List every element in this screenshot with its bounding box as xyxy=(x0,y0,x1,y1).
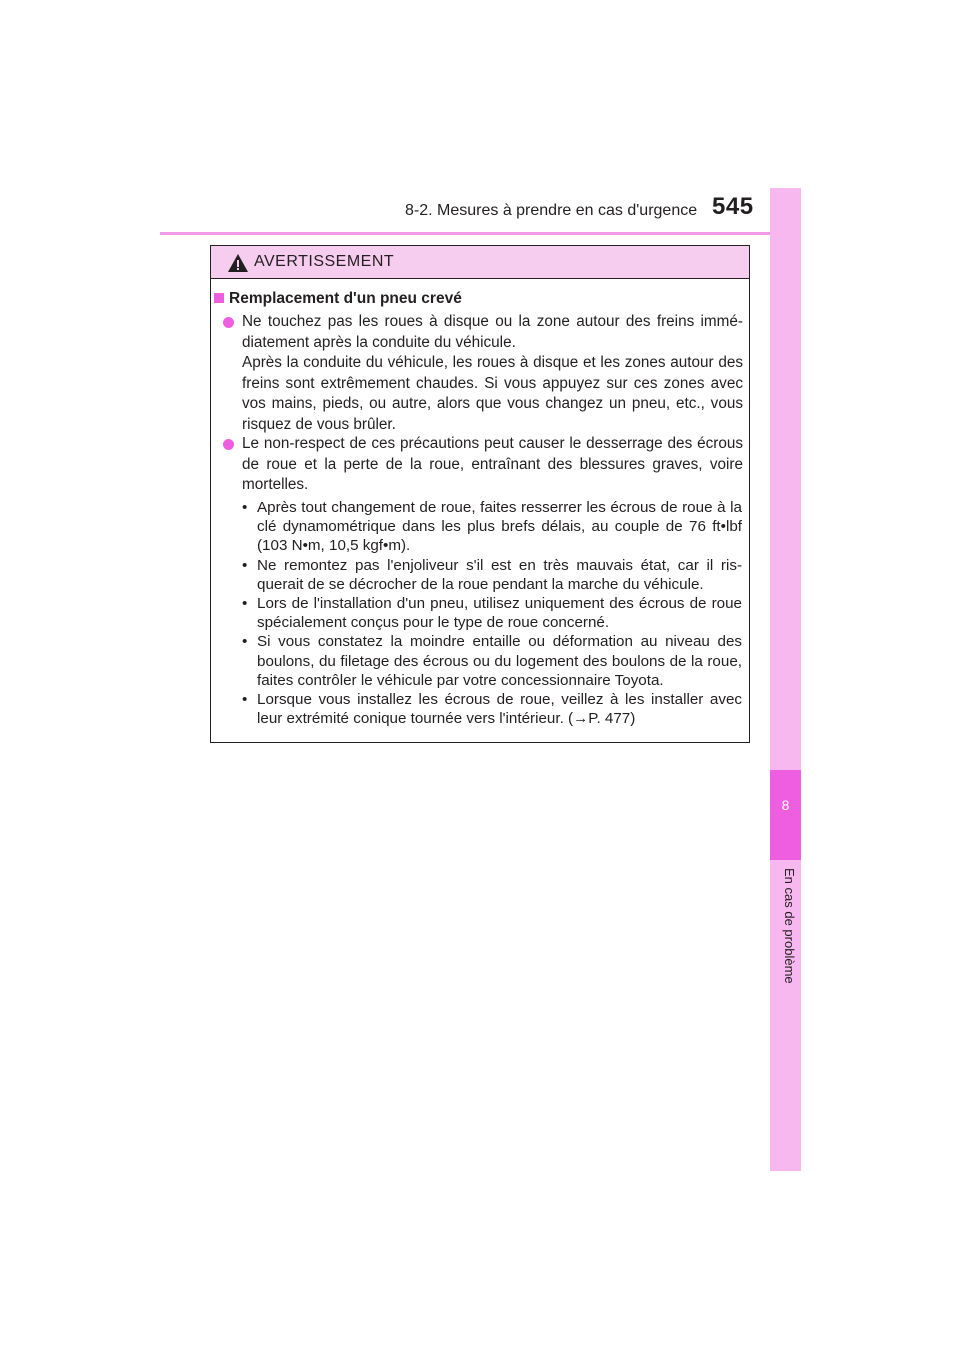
bullet-list xyxy=(242,498,742,728)
warning-subtitle xyxy=(214,290,462,308)
chapter-tab-active[interactable] xyxy=(770,770,801,860)
bullet-item xyxy=(242,498,742,556)
circle-bullet-icon xyxy=(223,317,234,328)
bullet-text: Ne remontez pas l'enjoliveur s'il est en très mauvais état, car il ris-querait de se décrocher de la roue pendant la marche du véhicule. xyxy=(257,556,742,593)
item-paragraph: Après la conduite du véhicule, les roues à disque et les zones autour des freins sont extrêmement chaudes. Si vous appuyez sur ces zones avec vos mains, pieds, ou autre, alors que vous changez un pneu, etc., vous risquez de vous brûler. xyxy=(242,354,743,433)
square-bullet-icon xyxy=(214,293,224,303)
bullet-item xyxy=(242,632,742,690)
subtitle-text: Remplacement d'un pneu crevé xyxy=(229,290,462,307)
bullet-text: Lorsque vous installez les écrous de roue, veillez à les installer avec leur extrémité conique tournée vers l'intérieur. (→P. 477) xyxy=(257,691,742,728)
bullet-text: Après tout changement de roue, faites resserrer les écrous de roue à la clé dynamométrique dans les plus brefs délais, au couple de 76 ft•lbf (103 N•m, 10,5 kgf•m). xyxy=(257,499,742,555)
bullet-item xyxy=(242,594,742,632)
bullet-text: Lors de l'installation d'un pneu, utilisez uniquement des écrous de roue spécialement conçus pour le type de roue concerné. xyxy=(257,595,742,632)
circle-bullet-icon xyxy=(223,439,234,450)
item-paragraph: Le non-respect de ces précautions peut causer le desserrage des écrous de roue et la perte de la roue, entraînant des blessures graves, voire mortelles. xyxy=(242,435,743,494)
header-rule xyxy=(160,232,800,235)
warning-box xyxy=(210,245,750,743)
chapter-label: En cas de problème xyxy=(782,868,797,984)
chapter-side-tab xyxy=(770,188,801,1171)
bullet-mark: • xyxy=(242,556,248,574)
bullet-mark: • xyxy=(242,595,248,613)
page-number: 545 xyxy=(712,193,754,220)
warning-title: AVERTISSEMENT xyxy=(254,253,395,270)
bullet-mark: • xyxy=(242,499,248,516)
bullet-mark: • xyxy=(242,691,248,709)
section-title: 8-2. Mesures à prendre en cas d'urgence xyxy=(405,202,698,219)
bullet-item xyxy=(242,556,742,594)
chapter-number: 8 xyxy=(781,797,790,813)
warning-triangle-icon xyxy=(227,253,249,273)
list-item xyxy=(223,312,743,436)
bullet-mark: • xyxy=(242,633,248,651)
list-item xyxy=(223,434,743,496)
warning-header xyxy=(211,246,749,279)
item-paragraph: Ne touchez pas les roues à disque ou la zone autour des freins immé-diatement après la conduite du véhicule. xyxy=(242,313,743,351)
bullet-item xyxy=(242,690,742,728)
bullet-text: Si vous constatez la moindre entaille ou déformation au niveau des boulons, du filetage des écrous ou du logement des boulons de la roue, faites contrôler le véhicule par votre concessionnaire Toyota. xyxy=(257,633,742,689)
